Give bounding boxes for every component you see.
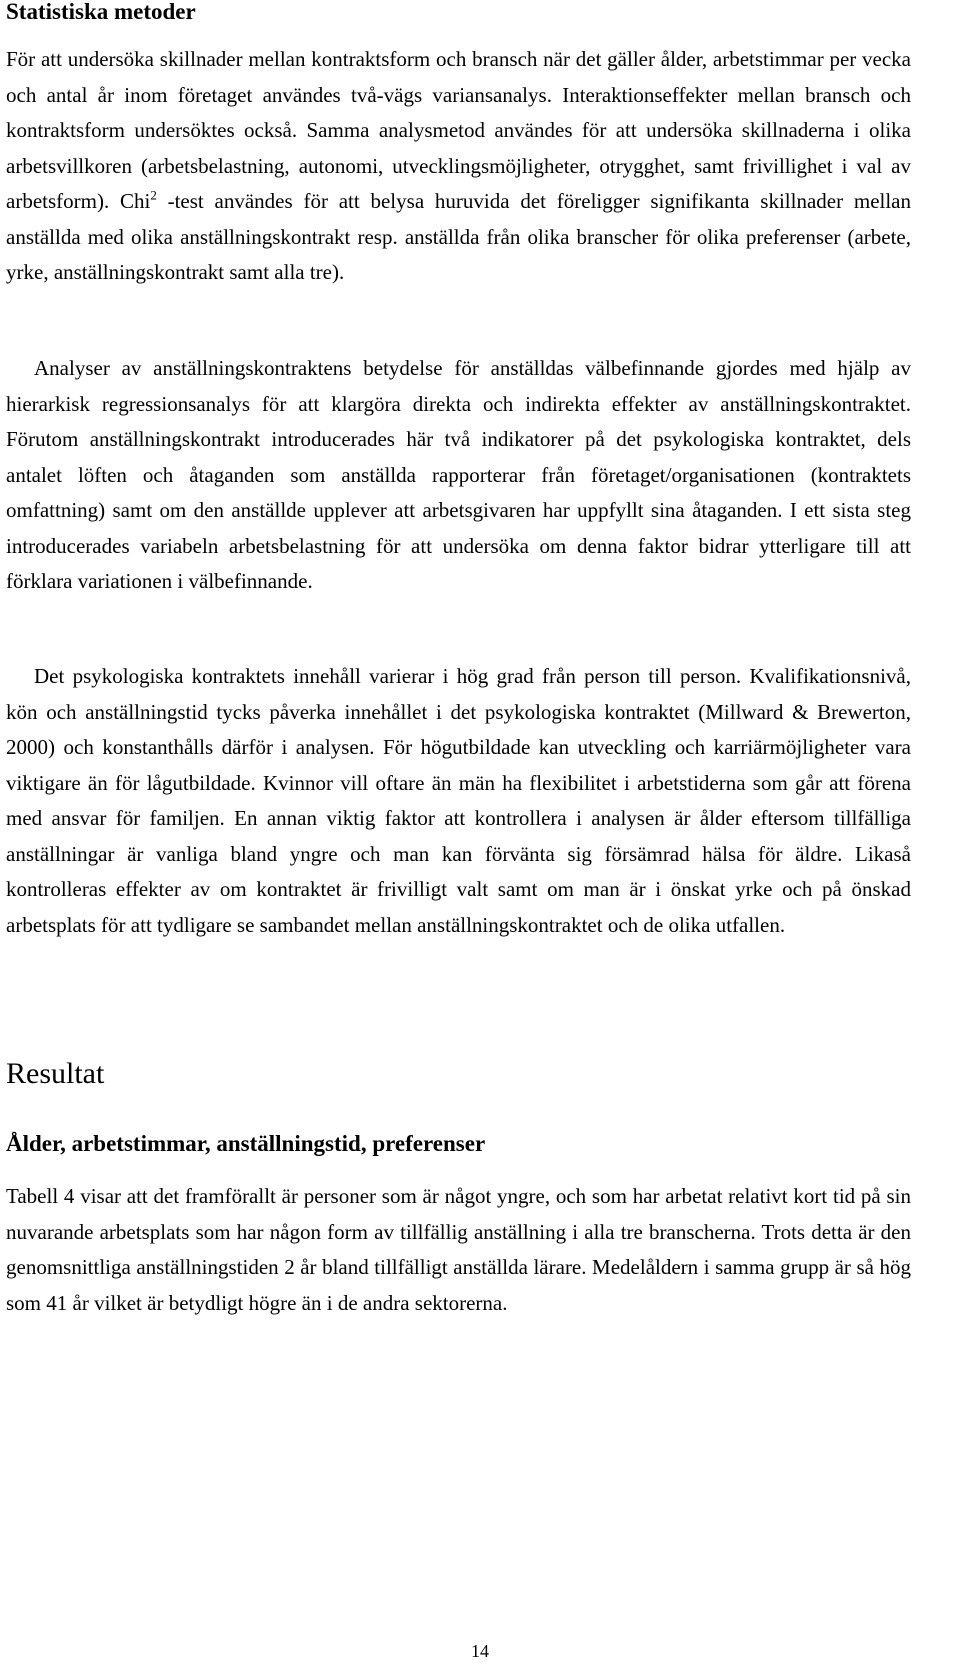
subsection-heading-alder: Ålder, arbetstimmar, anställningstid, preferenser	[6, 1131, 486, 1156]
superscript-2: 2	[150, 187, 157, 203]
section-heading-resultat: Resultat	[6, 1057, 105, 1090]
paragraph-statistiska-metoder-1	[6, 42, 911, 291]
paragraph-statistiska-metoder-2: Analyser av anställningskontraktens betydelse för anställdas välbefinnande gjordes med hjälp av hierarkisk regressionsanalys för att klargöra direkta och indirekta effekter av anställningskontraktet. Förutom anställningskontrakt introducerades här två indikatorer på det psykologiska kontraktet, dels antalet löften och åtaganden som anställda rapporterar från företaget/organisationen (kontraktets omfattning) samt om den anställde upplever att arbetsgivaren har uppfyllt sina åtaganden. I ett sista steg introducerades variabeln arbetsbelastning för att undersöka om denna faktor bidrar ytterligare till att förklara variationen i välbefinnande.	[6, 356, 911, 593]
paragraph-statistiska-metoder-3: Det psykologiska kontraktets innehåll varierar i hög grad från person till person. Kvalifikationsnivå, kön och anställningstid tycks påverka innehållet i det psykologiska kontraktet (Millward & Brewerton, 2000) och konstanthålls därför i analysen. För högutbildade kan utveckling och karriärmöjligheter vara viktigare än för lågutbildade. Kvinnor vill oftare än män ha flexibilitet i arbetstiderna som går att förena med ansvar för familjen. En annan viktig faktor att kontrollera i analysen är ålder eftersom tillfälliga anställningar är vanliga bland yngre och man kan förvänta sig försämrad hälsa för äldre. Likaså kontrolleras effekter av om kontraktet är frivilligt valt samt om man är i önskat yrke och på önskad arbetsplats för att tydligare se sambandet mellan anställningskontraktet och de olika utfallen.	[6, 664, 911, 937]
paragraph-resultat-1: Tabell 4 visar att det framförallt är personer som är något yngre, och som har arbetat relativt kort tid på sin nuvarande arbetsplats som har någon form av tillfällig anställning i alla tre branscherna. Trots detta är den genomsnittliga anställningstiden 2 år bland tillfälligt anställda lärare. Medelåldern i samma grupp är så hög som 41 år vilket är betydligt högre än i de andra sektorerna.	[6, 1184, 911, 1315]
paragraph-text: -test användes för att belysa huruvida det föreligger signifikanta skillnader mellan anställda med olika anställningskontrakt resp. anställda från olika branscher för olika preferenser (arbete, yrke, anställningskontrakt samt alla tre).	[6, 189, 912, 284]
section-heading-statistiska-metoder: Statistiska metoder	[6, 0, 196, 24]
paragraph-text: För att undersöka skillnader mellan kontraktsform och bransch när det gäller ålder, arbetstimmar per vecka och antal år inom företaget användes två-vägs variansanalys. Interaktionseffekter mellan bransch och kontraktsform undersöktes också. Samma analysmetod användes för att undersöka skillnaderna i olika arbetsvillkoren (arbetsbelastning, autonomi, utvecklingsmöjligheter, otrygghet, samt frivillighet i val av arbetsform). Chi	[6, 47, 911, 213]
page-number: 14	[471, 1641, 489, 1661]
